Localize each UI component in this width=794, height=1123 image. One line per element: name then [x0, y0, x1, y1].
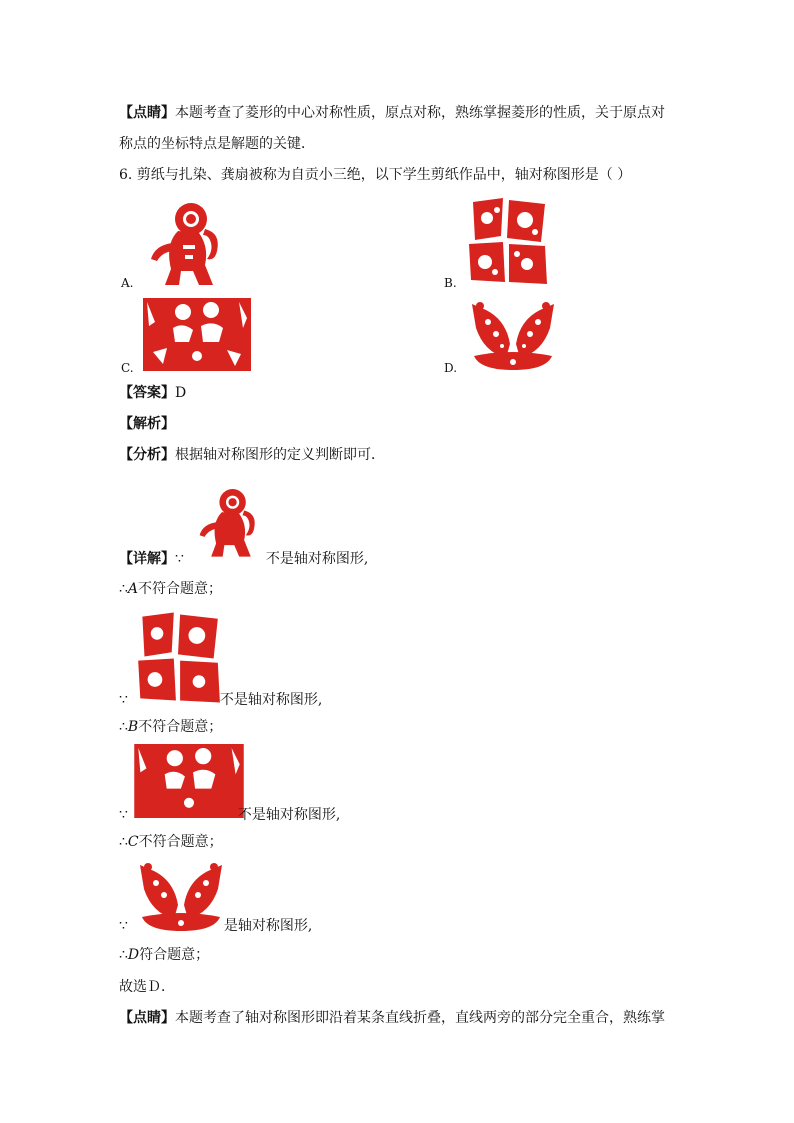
because-symbol-a: ∵	[175, 551, 184, 567]
option-a-label: A.	[121, 276, 134, 290]
detail-b-letter: B	[127, 719, 139, 735]
question-text: 6. 剪纸与扎染、龚扇被称为自贡小三绝，以下学生剪纸作品中，轴对称图形是（ ）	[119, 167, 632, 183]
detail-d-statement: 是轴对称图形,	[223, 918, 313, 934]
detail-tag: 【详解】	[119, 551, 175, 567]
comment-bottom-tag: 【点睛】	[119, 1010, 175, 1026]
therefore-symbol-c: ∴	[119, 834, 128, 850]
comment-top-text1: 本题考查了菱形的中心对称性质，原点对称，熟练掌握菱形的性质，关于原点对	[175, 105, 665, 121]
option-c-label: C.	[121, 361, 134, 375]
detail-b-line	[119, 690, 322, 710]
therefore-symbol-b: ∴	[119, 719, 128, 735]
therefore-symbol-d: ∴	[119, 947, 128, 963]
fu-character-papercut-icon	[465, 196, 549, 286]
figures-papercut-icon	[143, 298, 251, 371]
detail-d-line	[119, 916, 312, 936]
detail-a-conclusion	[119, 579, 222, 599]
analysis-text: 根据轴对称图形的定义判断即可．	[175, 447, 385, 463]
because-symbol-c: ∵	[119, 807, 128, 823]
detail-c-statement: 不是轴对称图形,	[237, 807, 341, 823]
detail-b-result: 不符合题意；	[138, 719, 223, 735]
comment-top-tag: 【点睛】	[119, 105, 175, 121]
option-a-image	[143, 199, 223, 287]
option-b-label: B.	[444, 276, 457, 290]
detail-c-line	[119, 805, 340, 825]
comment-bottom-line	[119, 1008, 665, 1028]
analysis-head: 【解析】	[119, 416, 175, 432]
detail-a-line	[119, 549, 368, 569]
detail-c-letter: C	[127, 834, 139, 850]
therefore-symbol-a: ∴	[119, 581, 128, 597]
option-b-image	[465, 196, 549, 286]
detail-a-letter: A	[127, 581, 139, 597]
because-symbol-b: ∵	[119, 692, 128, 708]
conclusion: 故选Ｄ．	[119, 979, 175, 995]
detail-d-conclusion	[119, 945, 209, 965]
comment-top-line1	[119, 103, 665, 123]
detail-b-statement: 不是轴对称图形,	[219, 692, 323, 708]
answer-value: D	[175, 385, 187, 401]
analysis-tag: 【分析】	[119, 447, 175, 463]
detail-d-letter: D	[127, 947, 140, 963]
detail-d-result: 符合题意；	[139, 947, 210, 963]
option-d-image	[466, 300, 560, 372]
detail-b-conclusion	[119, 717, 222, 737]
monkey-papercut-icon	[143, 199, 223, 287]
because-symbol-d: ∵	[119, 918, 128, 934]
comment-bottom-text: 本题考查了轴对称图形即沿着某条直线折叠，直线两旁的部分完全重合，熟练掌	[175, 1010, 665, 1026]
option-d-label: D.	[444, 361, 458, 375]
detail-a-result: 不符合题意；	[138, 581, 223, 597]
detail-c-result: 不符合题意；	[138, 834, 223, 850]
analysis-line	[119, 445, 385, 465]
twin-fish-papercut-icon	[466, 300, 560, 372]
answer-tag: 【答案】	[119, 385, 175, 401]
comment-top-line2: 称点的坐标特点是解题的关键．	[119, 136, 315, 152]
answer-line	[119, 383, 186, 403]
detail-c-conclusion	[119, 832, 223, 852]
option-c-image	[143, 298, 251, 371]
detail-a-statement: 不是轴对称图形,	[265, 551, 369, 567]
